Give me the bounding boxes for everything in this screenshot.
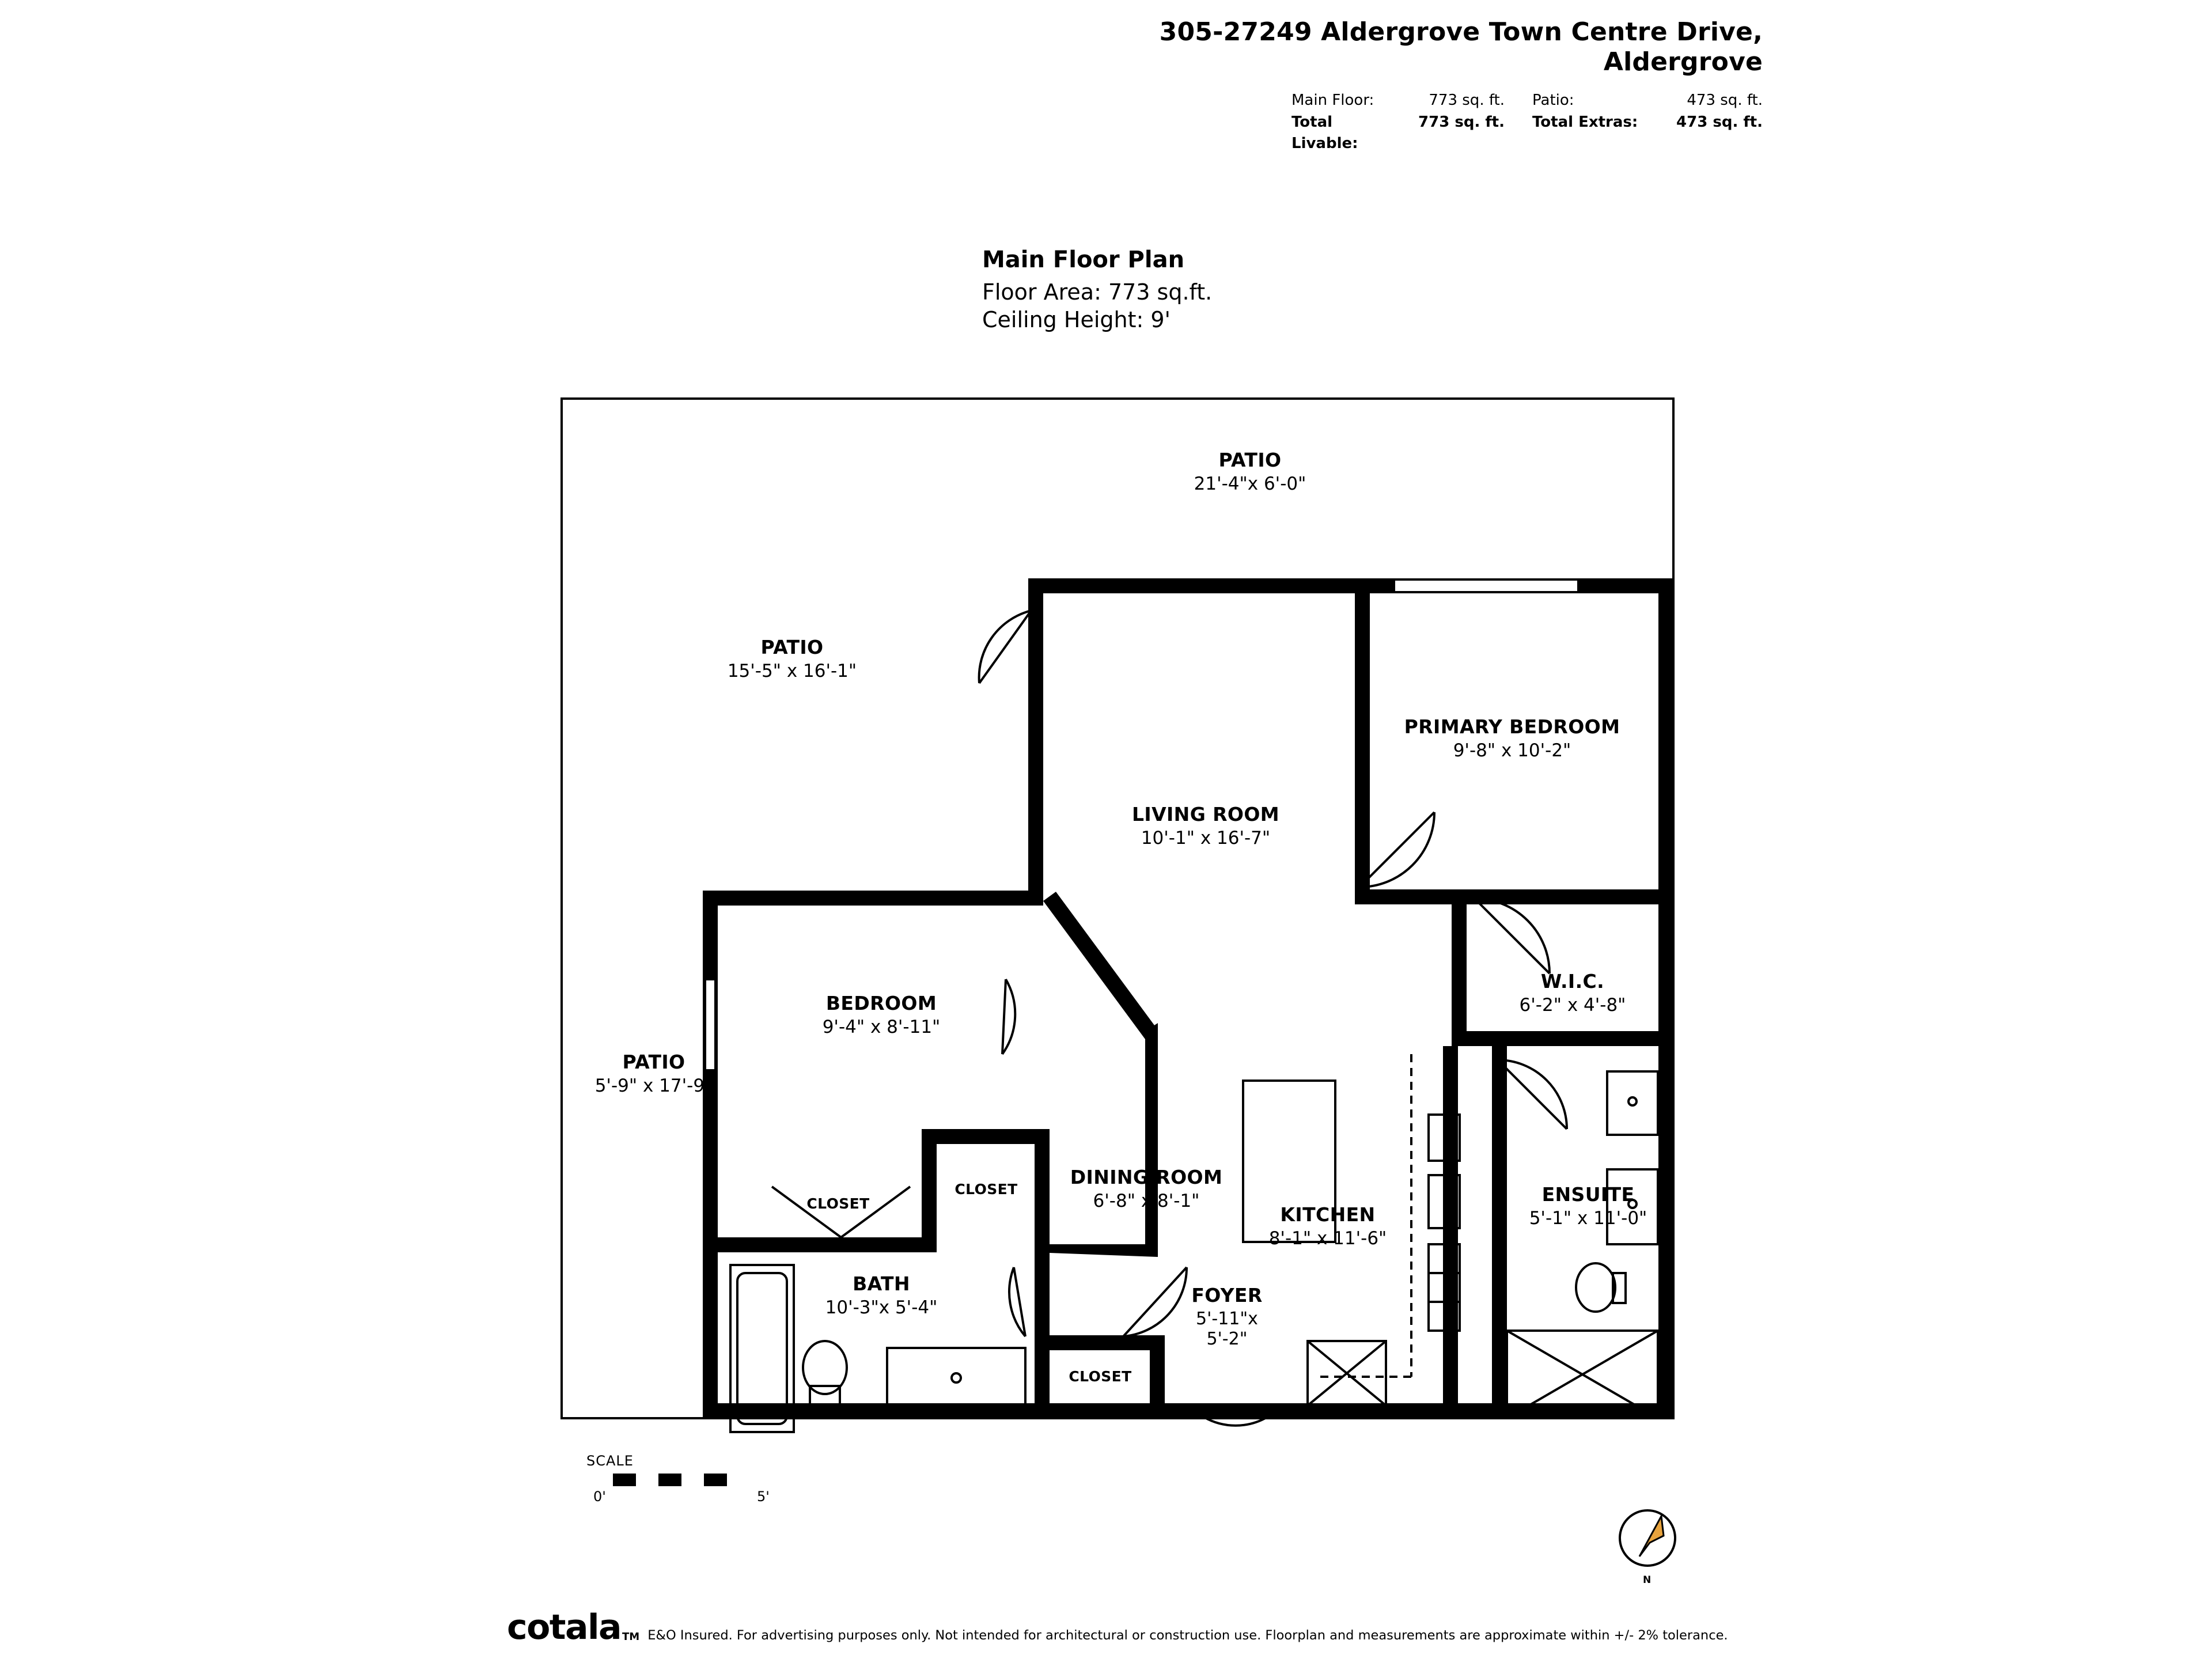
- scale-end-value: 5': [757, 1488, 770, 1505]
- room-label-dining-room: [1070, 1166, 1223, 1212]
- room-dims: 6'-8" x 8'-1": [1093, 1190, 1200, 1211]
- total-extras-value: 473 sq. ft.: [1676, 113, 1763, 131]
- room-dims-line-2: 5'-2": [1206, 1329, 1248, 1350]
- room-name: W.I.C.: [1540, 970, 1605, 993]
- room-name: PATIO: [1218, 449, 1282, 471]
- room-label-living-room: [1132, 804, 1279, 849]
- room-dims: 5'-9" x 17'-9": [594, 1075, 713, 1096]
- patio-label: Patio:: [1532, 91, 1574, 109]
- room-name: FOYER: [1191, 1284, 1263, 1306]
- room-name: CLOSET: [955, 1181, 1018, 1198]
- room-label-closet-foyer: [1069, 1368, 1131, 1385]
- room-label-closet-hall: [955, 1181, 1017, 1198]
- trademark-mark: TM: [622, 1631, 640, 1643]
- room-name: PATIO: [760, 636, 824, 658]
- room-label-patio-left: [728, 637, 857, 682]
- ceiling-height-text: Ceiling Height: 9': [982, 306, 1171, 332]
- compass-north-label: N: [1643, 1574, 1652, 1586]
- room-name: CLOSET: [1069, 1368, 1132, 1385]
- room-label-bath: [825, 1273, 938, 1319]
- page-title: Main Floor Plan: [982, 247, 1185, 273]
- room-label-bedroom: [823, 993, 941, 1038]
- scale-bar: [586, 1453, 794, 1505]
- room-dims: 8'-1" x 11'-6": [1268, 1228, 1387, 1249]
- cotala-logo: cotala: [507, 1607, 622, 1647]
- room-name: DINING ROOM: [1070, 1166, 1223, 1188]
- room-name: PATIO: [622, 1051, 685, 1073]
- address-line-1: 305-27249 Aldergrove Town Centre Drive,: [1159, 17, 1763, 47]
- room-label-patio-top: [1194, 449, 1306, 495]
- scale-start-value: 0': [593, 1488, 606, 1505]
- room-name: KITCHEN: [1280, 1203, 1376, 1226]
- main-floor-label: Main Floor:: [1291, 91, 1374, 109]
- main-floor-value: 773 sq. ft.: [1429, 91, 1505, 109]
- total-livable-label: Total Livable:: [1291, 113, 1358, 153]
- scale-label: SCALE: [586, 1453, 634, 1469]
- room-dims: 10'-1" x 16'-7": [1141, 827, 1271, 849]
- room-dims: 9'-4" x 8'-11": [822, 1016, 941, 1037]
- floor-area-text: Floor Area: 773 sq.ft.: [982, 279, 1213, 305]
- room-label-primary-bedroom: [1404, 716, 1620, 762]
- patio-value: 473 sq. ft.: [1687, 91, 1763, 109]
- room-name: BATH: [853, 1272, 910, 1295]
- room-label-wic: [1520, 971, 1626, 1016]
- scale-segment: [658, 1474, 681, 1486]
- room-dims: 21'-4"x 6'-0": [1194, 473, 1306, 494]
- room-dims: 15'-5" x 16'-1": [727, 660, 857, 681]
- scale-segment: [613, 1474, 636, 1486]
- room-dims: 5'-1" x 11'-0": [1529, 1207, 1647, 1229]
- scale-bar-graphic: [613, 1474, 750, 1486]
- room-name: BEDROOM: [825, 992, 937, 1014]
- room-dims: 6'-2" x 4'-8": [1519, 994, 1626, 1016]
- room-dims-line-1: 5'-11"x: [1196, 1308, 1258, 1329]
- room-label-ensuite: [1529, 1184, 1647, 1229]
- room-label-closet-bedroom: [806, 1195, 869, 1213]
- address-line-2: Aldergrove: [1603, 47, 1763, 77]
- room-label-foyer: [1191, 1285, 1262, 1350]
- room-label-patio-lower-left: [595, 1051, 713, 1097]
- room-name: ENSUITE: [1541, 1183, 1635, 1206]
- scale-segment: [704, 1474, 727, 1486]
- footer: [507, 1607, 1728, 1647]
- room-label-kitchen: [1269, 1204, 1387, 1249]
- total-livable-value: 773 sq. ft.: [1418, 113, 1505, 131]
- room-dims: 9'-8" x 10'-2": [1453, 740, 1571, 761]
- compass: [1613, 1506, 1682, 1587]
- room-name: LIVING ROOM: [1131, 803, 1280, 825]
- room-name: PRIMARY BEDROOM: [1404, 715, 1620, 738]
- room-dims: 10'-3"x 5'-4": [825, 1297, 938, 1318]
- total-extras-label: Total Extras:: [1532, 113, 1638, 131]
- disclaimer-text: E&O Insured. For advertising purposes only. Not intended for architectural or construction use. Floorplan and measurements are approximate within +/- 2% tolerance.: [647, 1628, 1728, 1643]
- room-name: CLOSET: [806, 1195, 870, 1212]
